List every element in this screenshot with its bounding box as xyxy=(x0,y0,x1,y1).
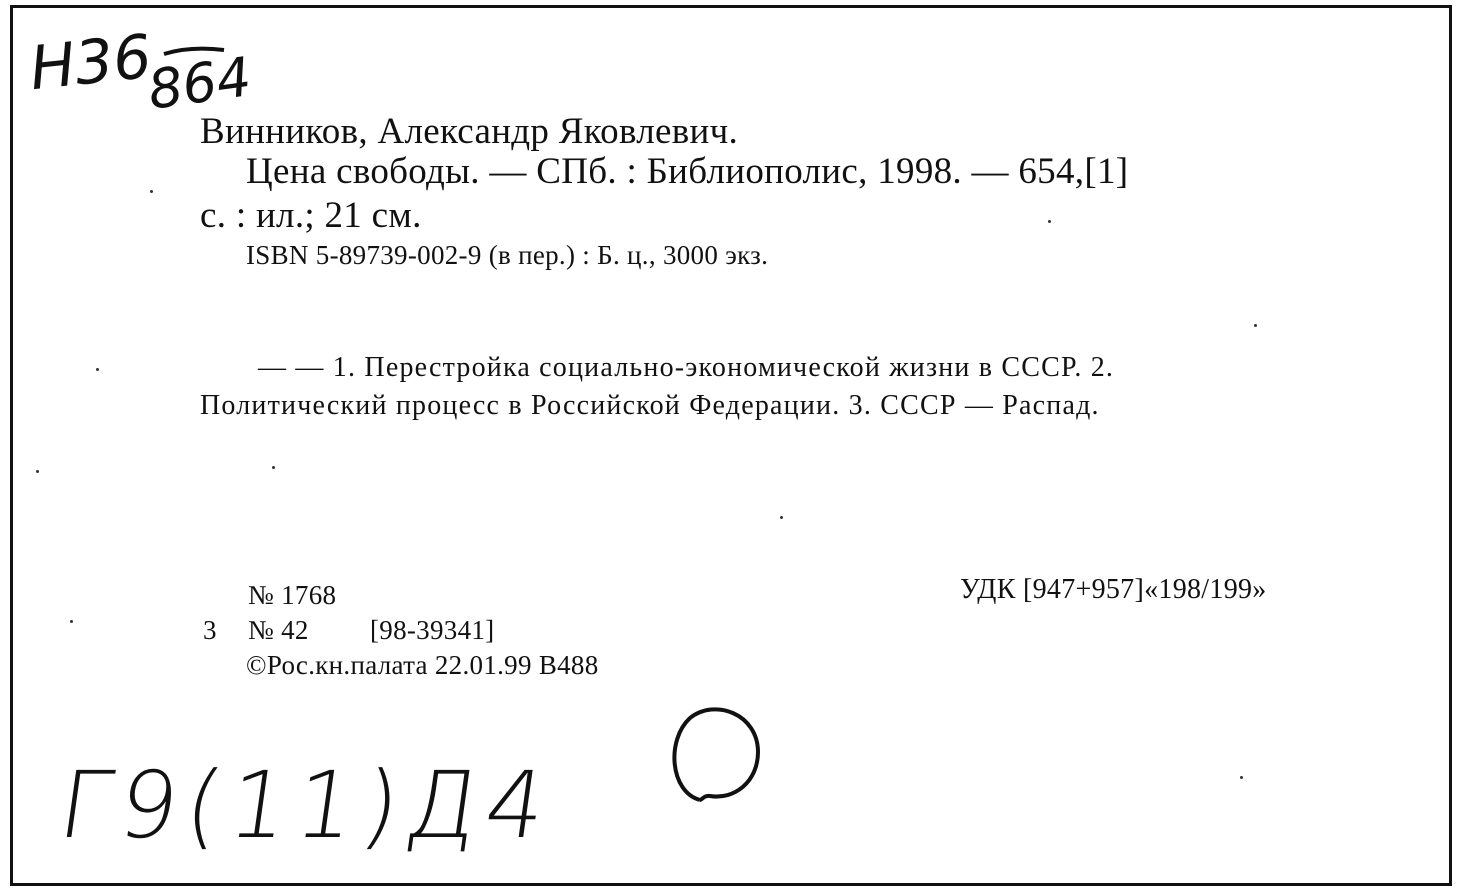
dust-speck xyxy=(1240,776,1243,779)
dust-speck xyxy=(96,368,99,371)
handwritten-bottom-code: Г9(11)Д4 xyxy=(52,752,561,859)
author-heading: Винников, Александр Яковлевич. xyxy=(200,111,739,152)
dust-speck xyxy=(780,516,783,519)
handwritten-overline xyxy=(160,44,230,58)
subjects-line-2: Политический процесс в Российской Федерации. 3. СССР — Распад. xyxy=(200,390,1100,421)
dust-speck xyxy=(36,470,39,473)
handwritten-number: 864 xyxy=(144,45,255,122)
udk-code: УДК [947+957]«198/199» xyxy=(960,574,1267,605)
dust-speck xyxy=(1048,220,1051,223)
copyright-line: ©Рос.кн.палата 22.01.99 В488 xyxy=(246,650,599,680)
dust-speck xyxy=(70,620,73,623)
isbn-line: ISBN 5-89739-002-9 (в пер.) : Б. ц., 3000 экз. xyxy=(246,240,769,270)
issue-number: № 42 xyxy=(248,615,309,645)
subjects-line-1: — — 1. Перестройка социально-экономической жизни в СССР. 2. xyxy=(258,352,1115,383)
handwritten-shelf-mark: Н36 xyxy=(26,21,155,105)
registry-number: [98-39341] xyxy=(370,615,495,645)
card-prefix: 3 xyxy=(203,615,217,645)
dust-speck xyxy=(1254,324,1257,327)
handwritten-circle xyxy=(660,700,770,810)
dust-speck xyxy=(272,466,275,469)
dust-speck xyxy=(150,190,153,193)
record-number: № 1768 xyxy=(248,580,337,610)
extent-line: с. : ил.; 21 см. xyxy=(200,195,422,236)
title-line: Цена свободы. — СПб. : Библиополис, 1998. — 654,[1] xyxy=(246,151,1129,192)
